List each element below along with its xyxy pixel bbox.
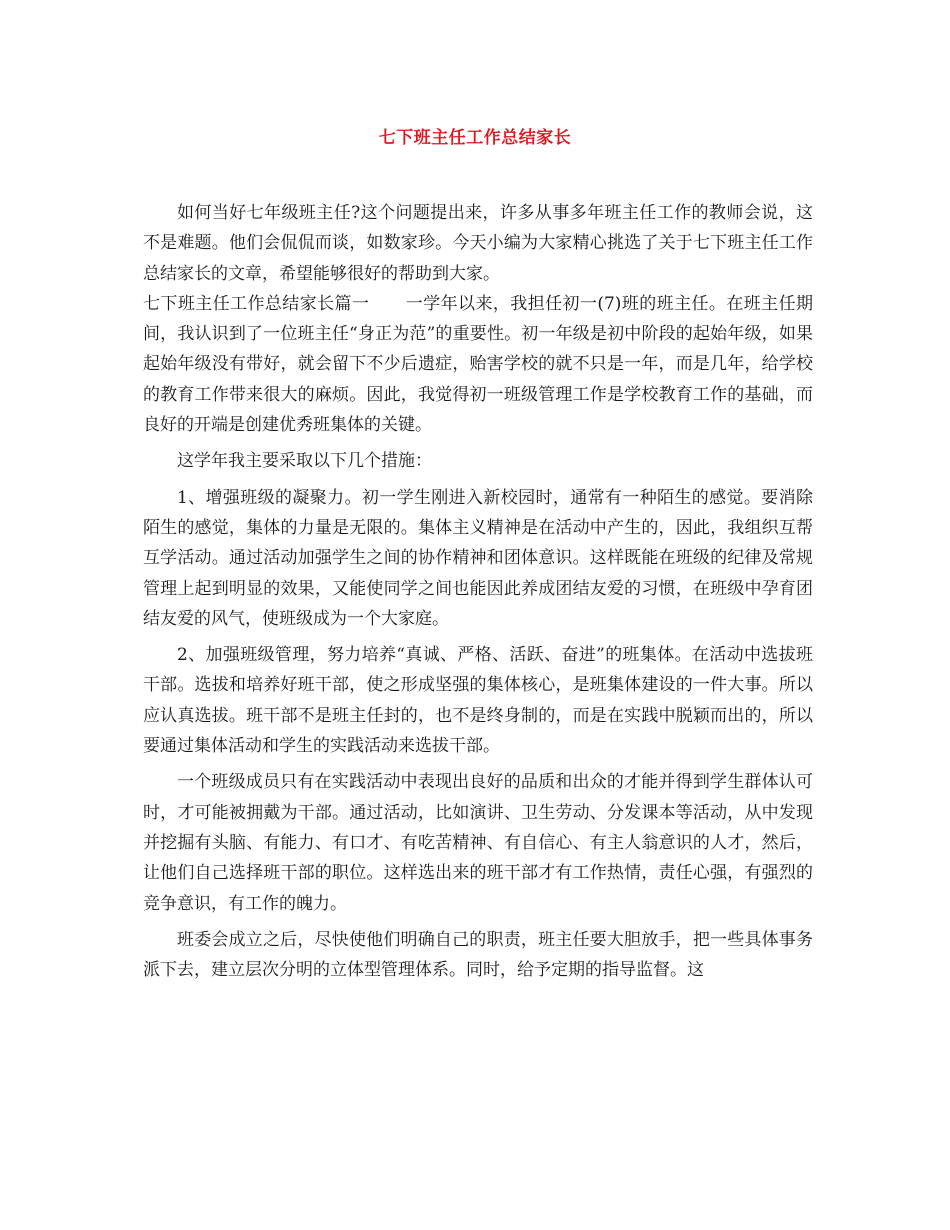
document-body xyxy=(143,198,813,985)
measure-1-paragraph: 1、增强班级的凝聚力。初一学生刚进入新校园时，通常有一种陌生的感觉。要消除陌生的感觉，集体的力量是无限的。集体主义精神是在活动中产生的，因此，我组织互帮互学活动。通过活动加强学生之间的协作精神和团体意识。这样既能在班级的纪律及常规管理上起到明显的效果，又能使同学之间也能因此养成团结友爱的习惯，在班级中孕育团结友爱的风气，使班级成为一个大家庭。 xyxy=(143,487,813,629)
intro-paragraph: 如何当好七年级班主任?这个问题提出来，许多从事多年班主任工作的教师会说，这不是难题。他们会侃侃而谈，如数家珍。今天小编为大家精心挑选了关于七下班主任工作总结家长的文章，希望能够很好的帮助到大家。 xyxy=(143,203,813,284)
section-first-paragraph xyxy=(143,289,813,440)
measures-intro-paragraph: 这学年我主要采取以下几个措施： xyxy=(177,451,432,472)
cadre-selection-paragraph: 一个班级成员只有在实践活动中表现出良好的品质和出众的才能并得到学生群体认可时，才可能被拥戴为干部。通过活动，比如演讲、卫生劳动、分发课本等活动，从中发现并挖掘有头脑、有能力、有口才、有吃苦精神、有自信心、有主人翁意识的人才，然后，让他们自己选择班干部的职位。这样选出来的班干部才有工作热情，责任心强，有强烈的竞争意识，有工作的魄力。 xyxy=(143,772,813,914)
section-heading: 七下班主任工作总结家长篇一 xyxy=(143,293,370,314)
document-title: 七下班主任工作总结家长 xyxy=(378,128,572,148)
section-first-paragraph-text: 一学年以来，我担任初一(7)班的班主任。在班主任期间，我认识到了一位班主任“身正为范”的重要性。初一年级是初中阶段的起始年级，如果起始年级没有带好，就会留下不少后遗症，贻害学校的就不只是一年，而是几年，给学校的教育工作带来很大的麻烦。因此，我觉得初一班级管理工作是学校教育工作的基础，而良好的开端是创建优秀班集体的关键。 xyxy=(143,293,813,436)
class-committee-paragraph: 班委会成立之后，尽快使他们明确自己的职责，班主任要大胆放手，把一些具体事务派下去，建立层次分明的立体型管理体系。同时，给予定期的指导监督。这 xyxy=(143,929,813,981)
measure-2-paragraph: 2、加强班级管理，努力培养“真诚、严格、活跃、奋进”的班集体。在活动中选拔班干部。选拔和培养好班干部，使之形成坚强的集体核心，是班集体建设的一件大事。所以应认真选拔。班干部不是班主任封的，也不是终身制的，而是在实践中脱颖而出的，所以要通过集体活动和学生的实践活动来选拔干部。 xyxy=(143,645,813,757)
